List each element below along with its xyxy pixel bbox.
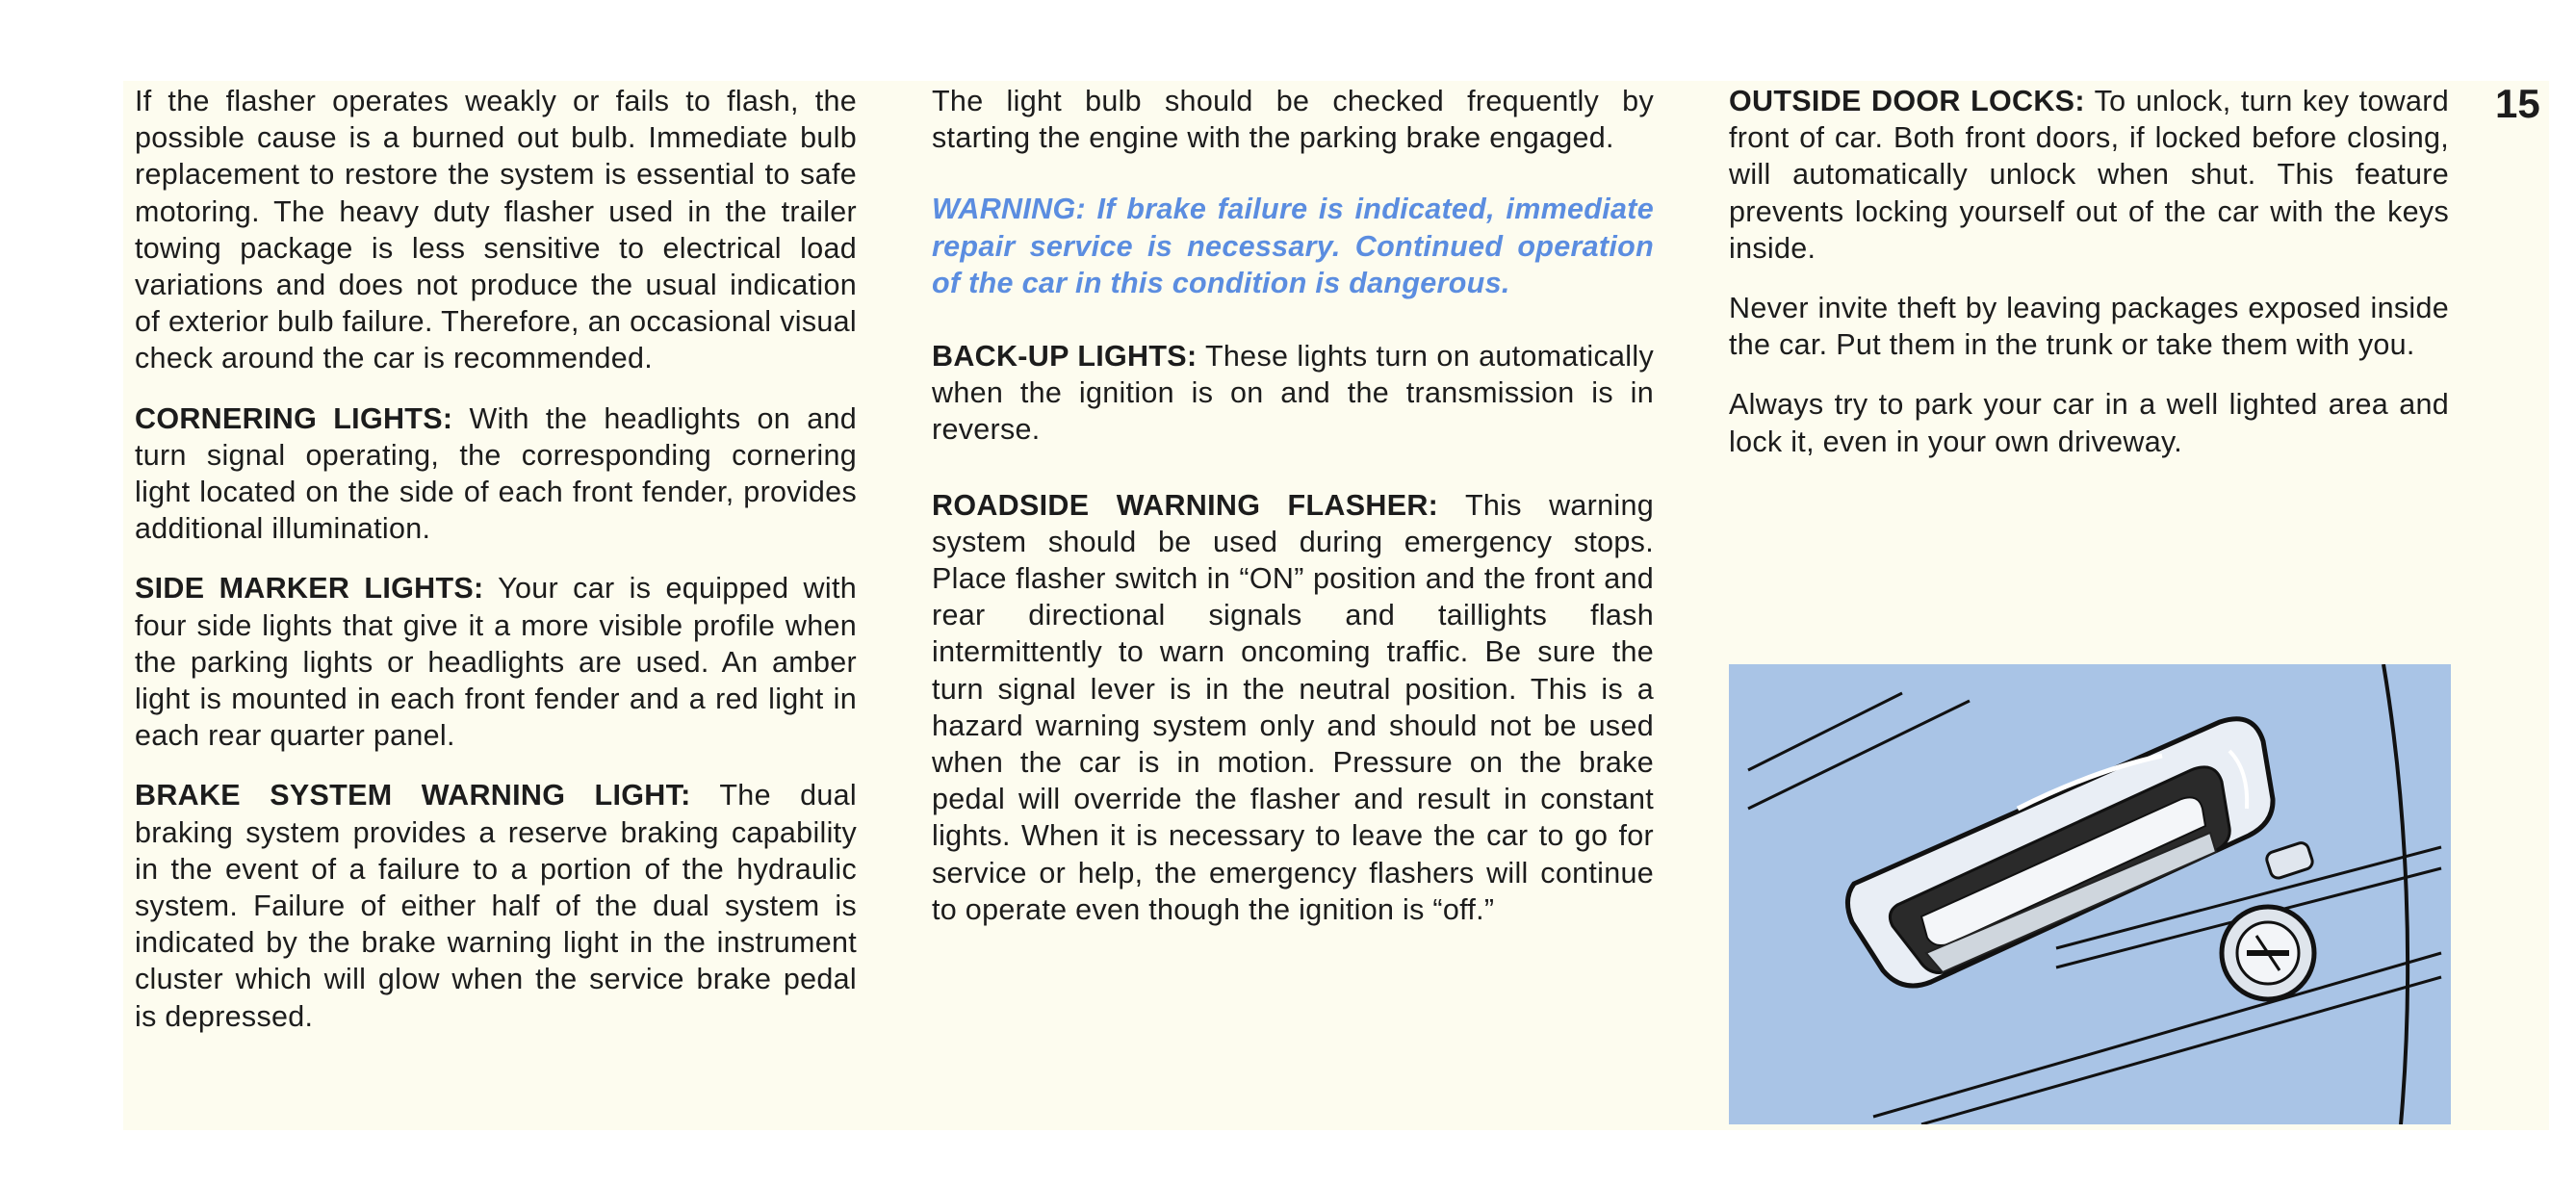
backup-lights-heading: BACK-UP LIGHTS: bbox=[932, 340, 1198, 374]
push-button bbox=[2265, 841, 2314, 881]
door-gap-line bbox=[2383, 664, 2408, 1124]
brake-warning-light-heading: BRAKE SYSTEM WARNING LIGHT: bbox=[135, 779, 691, 812]
column-2 bbox=[932, 83, 1654, 951]
trim-line bbox=[1921, 977, 2441, 1124]
trim-line bbox=[1873, 953, 2441, 1117]
park-paragraph: Always try to park your car in a well lighted area and lock it, even in your own driveway. bbox=[1729, 388, 2449, 458]
door-locks-text: To unlock, turn key toward front of car. Both front doors, if locked before closing, will automatically unlock when shut. This feature prevents locking yourself out of the car with the keys inside. bbox=[1729, 85, 2449, 265]
side-marker-lights-paragraph bbox=[135, 570, 857, 754]
door-locks-heading: OUTSIDE DOOR LOCKS: bbox=[1729, 85, 2085, 117]
brake-failure-warning: WARNING: If brake failure is indicated, immediate repair service is necessary. Continued operation of the car in this condition is dangerous. bbox=[932, 193, 1654, 299]
page-number: 15 bbox=[2495, 81, 2540, 126]
brake-warning-light-text: The dual braking system provides a reserve braking capability in the event of a failure to a portion of the hydraulic system. Failure of either half of the dual system is indicated by the brake warning light in the instrument cluster which will glow when the service brake pedal is depressed. bbox=[135, 779, 857, 1033]
side-marker-lights-heading: SIDE MARKER LIGHTS: bbox=[135, 572, 484, 606]
column-1 bbox=[135, 83, 857, 1058]
column-3 bbox=[1729, 83, 2449, 483]
flasher-paragraph: If the flasher operates weakly or fails to flash, the possible cause is a burned out bulb. Immediate bulb replacement to restore the system is essential to safe motoring. The heavy duty flasher used in the trailer towing package is less sensitive to electrical load variations and does not produce the usual indication of exterior bulb failure. Therefore, an occasional visual check around the car is recommended. bbox=[135, 85, 857, 375]
bulb-check-paragraph: The light bulb should be checked frequently by starting the engine with the parking brake engaged. bbox=[932, 85, 1654, 155]
manual-page bbox=[123, 81, 2549, 1130]
roadside-flasher-heading: ROADSIDE WARNING FLASHER: bbox=[932, 488, 1439, 522]
theft-paragraph: Never invite theft by leaving packages exposed inside the car. Put them in the trunk or take them with you. bbox=[1729, 292, 2449, 362]
backup-lights-paragraph bbox=[932, 338, 1654, 449]
cornering-lights-text: With the headlights on and turn signal operating, the corresponding cornering light located on the side of each front fender, provides additional illumination. bbox=[135, 401, 857, 546]
body-line bbox=[1748, 693, 1902, 770]
cornering-lights-paragraph bbox=[135, 400, 857, 548]
cornering-lights-heading: CORNERING LIGHTS: bbox=[135, 401, 453, 435]
side-marker-lights-text: Your car is equipped with four side lights that give it a more visible profile when the parking lights or headlights are used. An amber light is mounted in each front fender and a red light in each rear quarter panel. bbox=[135, 572, 857, 753]
backup-lights-text: These lights turn on automatically when the ignition is on and the transmission is in reverse. bbox=[932, 340, 1654, 447]
roadside-flasher-text: This warning system should be used during emergency stops. Place flasher switch in “ON” position and the front and rear directional signals and taillights flash intermittently to warn oncoming traffic. Be sure the turn signal lever is in the neutral position. This is a hazard warning system only and should not be used when the car is in motion. Pressure on the brake pedal will override the flasher and result in constant lights. When it is necessary to leave the car to go for service or help, the emergency flashers will continue to operate even though the ignition is “off.” bbox=[932, 488, 1654, 926]
roadside-flasher-paragraph bbox=[932, 487, 1654, 928]
brake-warning-light-paragraph bbox=[135, 777, 857, 1034]
door-locks-paragraph bbox=[1729, 83, 2449, 267]
door-handle-illustration bbox=[1729, 664, 2451, 1124]
door-handle-drawing bbox=[1729, 664, 2451, 1124]
